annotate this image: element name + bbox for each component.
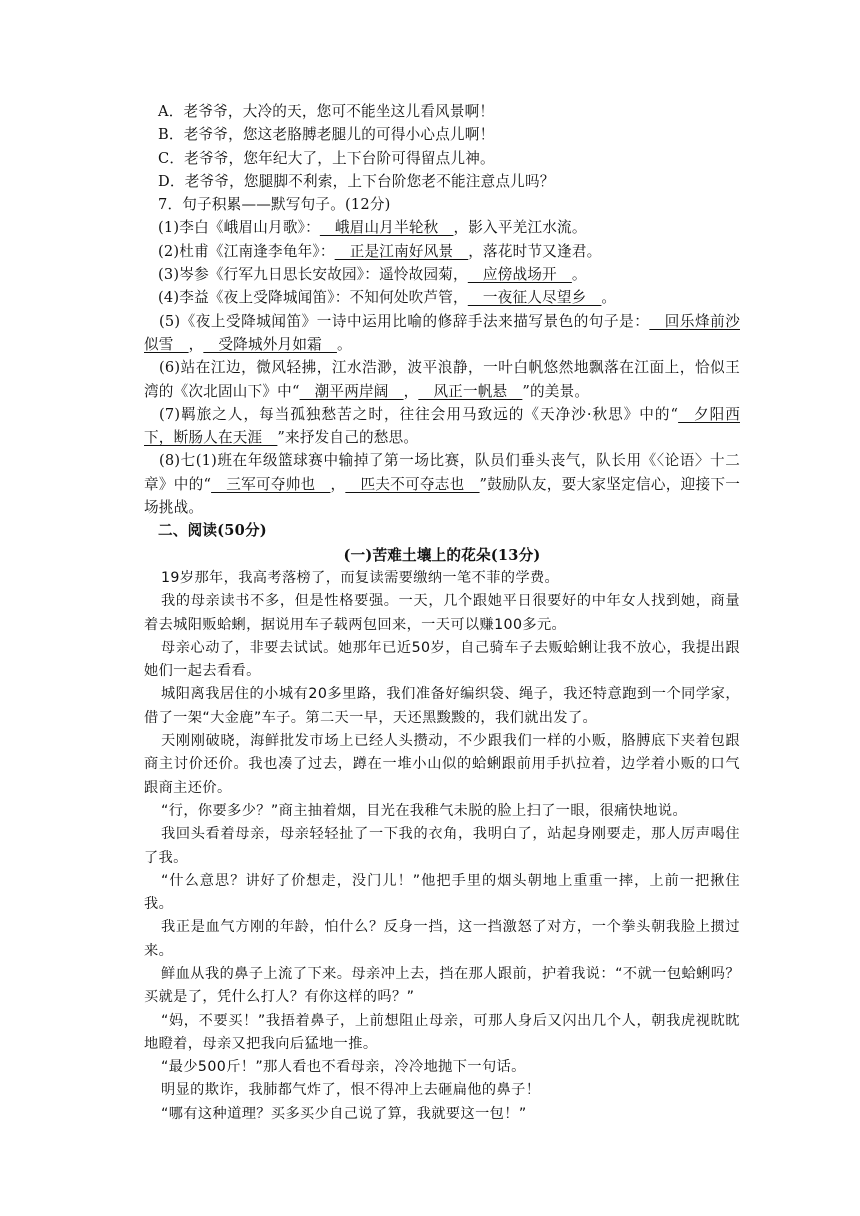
q7-item-8 xyxy=(144,449,740,519)
q7-item-5-tail: 。 xyxy=(336,335,352,353)
q7-item-6 xyxy=(144,356,740,403)
q7-item-4-prompt: (4)李益《夜上受降城闻笛》：不知何处吹芦管， xyxy=(158,289,468,307)
q7-item-3-answer: __应傍战场开__ xyxy=(467,266,572,284)
story-title: (一)苦难土壤上的花朵(13分) xyxy=(343,546,541,564)
q7-item-4-answer: __一夜征人尽望乡__ xyxy=(467,289,602,307)
q7-item-7-answer: __夕阳西下，断肠人在天涯__ xyxy=(144,405,740,447)
q7-item-6-tail: ”的美景。 xyxy=(522,382,590,400)
story-paragraph: 我的母亲读书不多，但是性格要强。一天，几个跟她平日很要好的中年女人找到她，商量着去城阳贩蛤蜊，据说用车子载两包回来，一天可以赚100多元。 xyxy=(144,593,740,633)
q7-item-6-prompt: (6)站在江边，微风轻拂，江水浩渺，波平浪静，一叶白帆悠然地飘落在江面上，恰似王湾的《次北固山下》中“ xyxy=(144,359,740,400)
q7-item-2 xyxy=(144,240,740,263)
q7-item-7-tail: ”来抒发自己的愁思。 xyxy=(277,429,419,447)
story-paragraph: 明显的欺诈，我肺都气炸了，恨不得冲上去砸扁他的鼻子！ xyxy=(161,1082,541,1099)
option-d: D．老爷爷，您腿脚不利索，上下台阶您老不能注意点儿吗？ xyxy=(158,172,555,190)
story-paragraph: 我正是血气方刚的年龄，怕什么？反身一挡，这一挡激怒了对方，一个拳头朝我脸上掼过来。 xyxy=(144,919,740,959)
story-paragraph: “最少500斤！”那人看也不看母亲，冷冷地抛下一句话。 xyxy=(161,1059,526,1076)
q7-item-2-tail: ，落花时节又逢君。 xyxy=(468,242,602,260)
q7-item-4-tail: 。 xyxy=(601,289,617,307)
q7-item-5-answer-2: __受降城外月如霜__ xyxy=(203,335,337,353)
section-2-heading: 二、阅读(50分) xyxy=(158,522,267,540)
q7-item-4 xyxy=(144,286,740,309)
q7-item-1-prompt: (1)李白《峨眉山月歌》： xyxy=(158,219,320,237)
story-paragraph: 我回头看着母亲，母亲轻轻扯了一下我的衣角，我明白了，站起身刚要走，那人厉声喝住了我。 xyxy=(144,826,740,866)
page-content xyxy=(144,100,740,1126)
story-paragraph: 19岁那年，我高考落榜了，而复读需要缴纳一笔不菲的学费。 xyxy=(161,569,560,586)
q7-item-2-prompt: (2)杜甫《江南逢李龟年》： xyxy=(158,242,335,260)
story-paragraph: 母亲心动了，非要去试试。她那年已近50岁，自己骑车子去贩蛤蜊让我不放心，我提出跟她们一起去看看。 xyxy=(144,639,740,680)
q7-item-5-answer-1: __回乐烽前沙似雪__ xyxy=(144,312,740,353)
story-paragraph: “妈，不要买！”我捂着鼻子，上前想阻止母亲，可那人身后又闪出几个人，朝我虎视眈眈地瞪着，母亲又把我向后猛地一推。 xyxy=(144,1012,740,1052)
story-paragraph: “哪有这种道理？买多买少自己说了算，我就要这一包！” xyxy=(161,1105,527,1122)
question-7-header: 7．句子积累——默写句子。(12分) xyxy=(158,196,391,214)
q7-item-3 xyxy=(144,263,740,286)
q7-item-3-tail: 。 xyxy=(571,266,587,284)
q7-item-6-answer-2: __风正一帆悬__ xyxy=(418,382,523,400)
q7-item-2-answer: __正是江南好风景__ xyxy=(334,242,469,260)
q7-item-8-answer-1: __三军可夺帅也__ xyxy=(211,475,331,493)
q7-item-5 xyxy=(144,310,740,357)
story-paragraph: “什么意思？讲好了价想走，没门儿！”他把手里的烟头朝地上重重一摔，上前一把揪住我。 xyxy=(144,872,740,913)
q7-item-6-answer-1: __潮平两岸阔__ xyxy=(299,382,404,400)
story-paragraph: 鲜血从我的鼻子上流了下来。母亲冲上去，挡在那人跟前，护着我说：“不就一包蛤蜊吗？买就是了，凭什么打人？有你这样的吗？” xyxy=(144,965,740,1006)
q7-item-8-answer-2: __匹夫不可夺志也__ xyxy=(345,475,480,493)
q7-item-1-answer: __峨眉山月半轮秋__ xyxy=(319,219,454,237)
q7-item-6-sep: ， xyxy=(403,382,419,400)
q7-item-8-sep: ， xyxy=(330,475,346,493)
q7-item-7 xyxy=(144,403,740,450)
option-c: C．老爷爷，您年纪大了，上下台阶可得留点儿神。 xyxy=(158,149,495,167)
story-paragraph: 城阳离我居住的小城有20多里路，我们准备好编织袋、绳子，我还特意跑到一个同学家，借了一架“大金鹿”车子。第二天一早，天还黑黢黢的，我们就出发了。 xyxy=(144,686,740,726)
option-a: A．老爷爷，大冷的天，您可不能坐这儿看风景啊！ xyxy=(158,103,495,120)
q7-item-1-tail: ，影入平羌江水流。 xyxy=(453,219,587,237)
q7-item-8-tail: ”鼓励队友，要大家坚定信心，迎接下一场挑战。 xyxy=(144,475,740,517)
option-b: B．老爷爷，您这老胳膊老腿儿的可得小心点儿啊！ xyxy=(158,126,495,144)
q7-item-5-sep: ， xyxy=(188,335,204,353)
q7-item-3-prompt: (3)岑参《行军九日思长安故园》：遥怜故园菊， xyxy=(158,266,468,284)
q7-item-8-prompt: (8)七(1)班在年级篮球赛中输掉了第一场比赛，队员们垂头丧气，队长用《〈论语〉十二章》中的“ xyxy=(144,452,740,493)
story-paragraph: 天刚刚破晓，海鲜批发市场上已经人头攒动，不少跟我们一样的小贩，胳膊底下夹着包跟商主讨价还价。我也凑了过去，蹲在一堆小山似的蛤蜊跟前用手扒拉着，边学着小贩的口气跟商主还价。 xyxy=(144,733,740,796)
story-paragraph: “行，你要多少？”商主抽着烟，目光在我稚气未脱的脸上扫了一眼，很痛快地说。 xyxy=(161,802,688,819)
q7-item-1 xyxy=(144,216,740,239)
q7-item-5-prompt: (5)《夜上受降城闻笛》一诗中运用比喻的修辞手法来描写景色的句子是： xyxy=(159,312,650,330)
q7-item-7-prompt: (7)羁旅之人，每当孤独愁苦之时，往往会用马致远的《天净沙·秋思》中的“ xyxy=(159,405,679,423)
